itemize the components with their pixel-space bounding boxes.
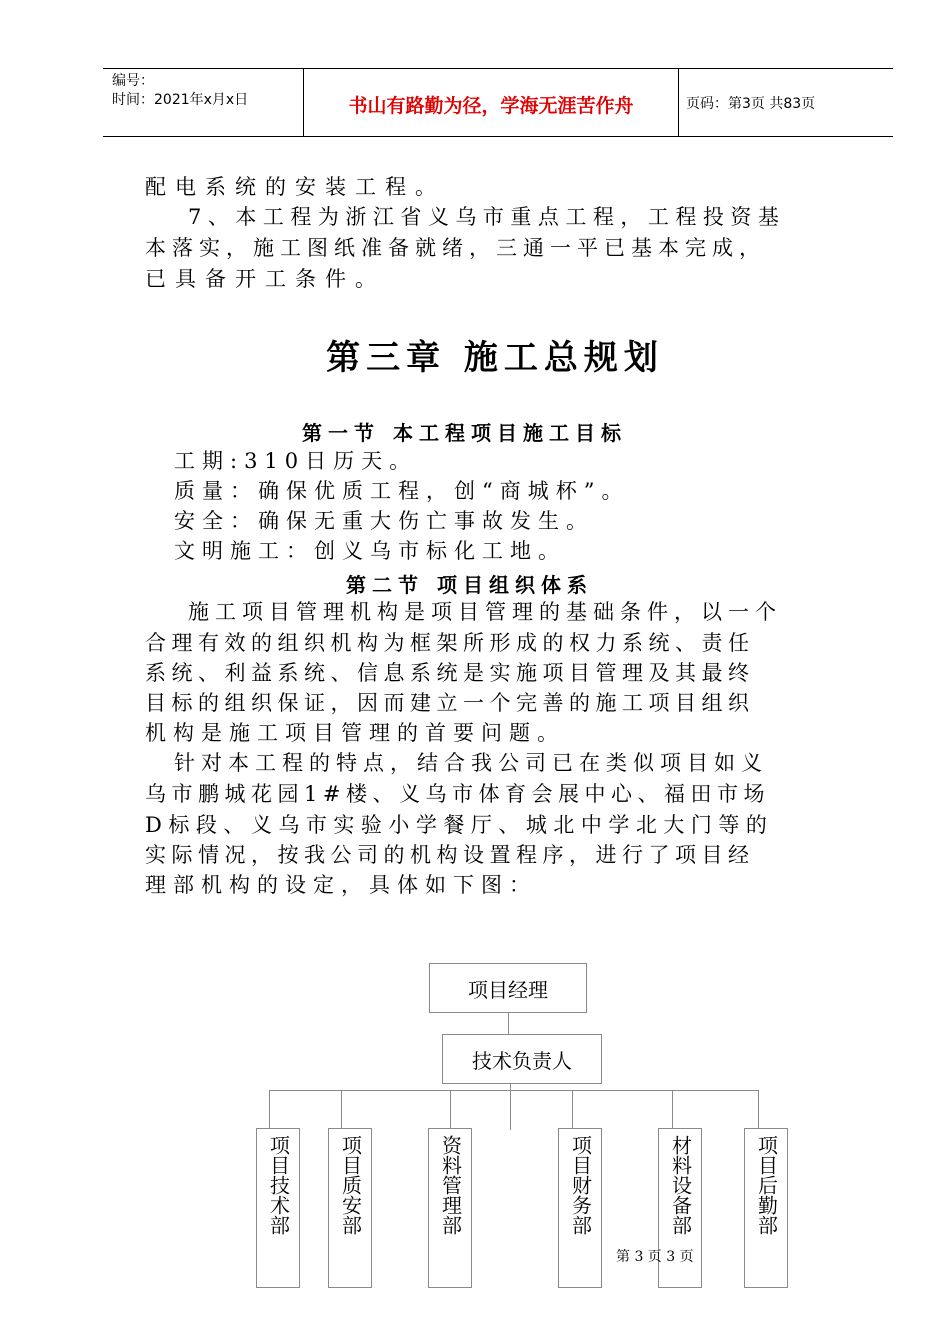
paragraph-line: 目标的组织保证，因而建立一个完善的施工项目组织 [145,691,755,715]
page-header [103,68,893,137]
body-line: 7、本工程为浙江省义乌市重点工程，工程投资基 [188,205,786,229]
connector-line [269,1090,759,1091]
paragraph-line: 合理有效的组织机构为框架所形成的权力系统、责任 [145,631,755,655]
connector-line [508,1012,509,1034]
header-divider [678,69,679,136]
department-label: 项目财务部 [568,1135,593,1235]
org-box-department [328,1128,372,1288]
org-box-manager: 项目经理 [429,963,587,1013]
body-line: 本落实，施工图纸准备就绪，三通一平已基本完成， [145,236,766,260]
document-number-label: 编号： [112,73,154,89]
org-box-department [256,1128,300,1288]
paragraph-line: 针对本工程的特点，结合我公司已在类似项目如义 [174,751,768,775]
connector-line [269,1090,270,1128]
department-label: 项目质安部 [338,1135,363,1235]
section-title: 第一节 本工程项目施工目标 [302,421,627,445]
page-footer: 第 3 页 3 页 [616,1249,694,1265]
paragraph-line: 实际情况，按我公司的机构设置程序，进行了项目经 [145,843,755,867]
department-label: 资料管理部 [438,1135,463,1235]
document-time-label: 时间：2021年x月x日 [112,92,249,108]
header-motto: 书山有路勤为径，学海无涯苦作舟 [348,95,634,117]
goal-item: 安全：确保无重大伤亡事故发生。 [174,509,594,533]
goal-item: 工期:310日历天。 [174,449,418,473]
body-line: 已具备开工条件。 [145,267,385,291]
department-label: 项目技术部 [266,1135,291,1235]
goal-item: 文明施工：创义乌市标化工地。 [174,539,566,563]
connector-line [450,1090,451,1128]
paragraph-line: 系统、利益系统、信息系统是实施项目管理及其最终 [145,661,755,685]
paragraph-line: 施工项目管理机构是项目管理的基础条件，以一个 [188,600,782,624]
goal-item: 质量：确保优质工程，创“商城杯”。 [174,479,630,503]
paragraph-line: 乌市鹏城花园1#楼、义乌市体育会展中心、福田市场 [145,782,770,806]
section-title: 第二节 项目组织体系 [346,573,593,597]
org-box-department [558,1128,602,1288]
paragraph-line: 机构是施工项目管理的首要问题。 [145,721,565,745]
connector-line [672,1090,673,1128]
org-box-department [744,1128,788,1288]
chapter-title: 第三章 施工总规划 [326,338,664,378]
department-label: 项目后勤部 [754,1135,779,1235]
header-page-info: 页码：第3页 共83页 [686,96,816,112]
header-meta [112,72,248,110]
connector-line [572,1090,573,1128]
org-box-department [428,1128,472,1288]
org-box-tech-lead: 技术负责人 [442,1034,602,1084]
department-label: 材料设备部 [668,1135,693,1235]
connector-line [341,1090,342,1128]
body-line: 配电系统的安装工程。 [145,175,445,199]
paragraph-line: 理部机构的设定，具体如下图： [145,873,537,897]
connector-line [758,1090,759,1128]
paragraph-line: D标段、义乌市实验小学餐厅、城北中学北大门等的 [145,813,774,837]
